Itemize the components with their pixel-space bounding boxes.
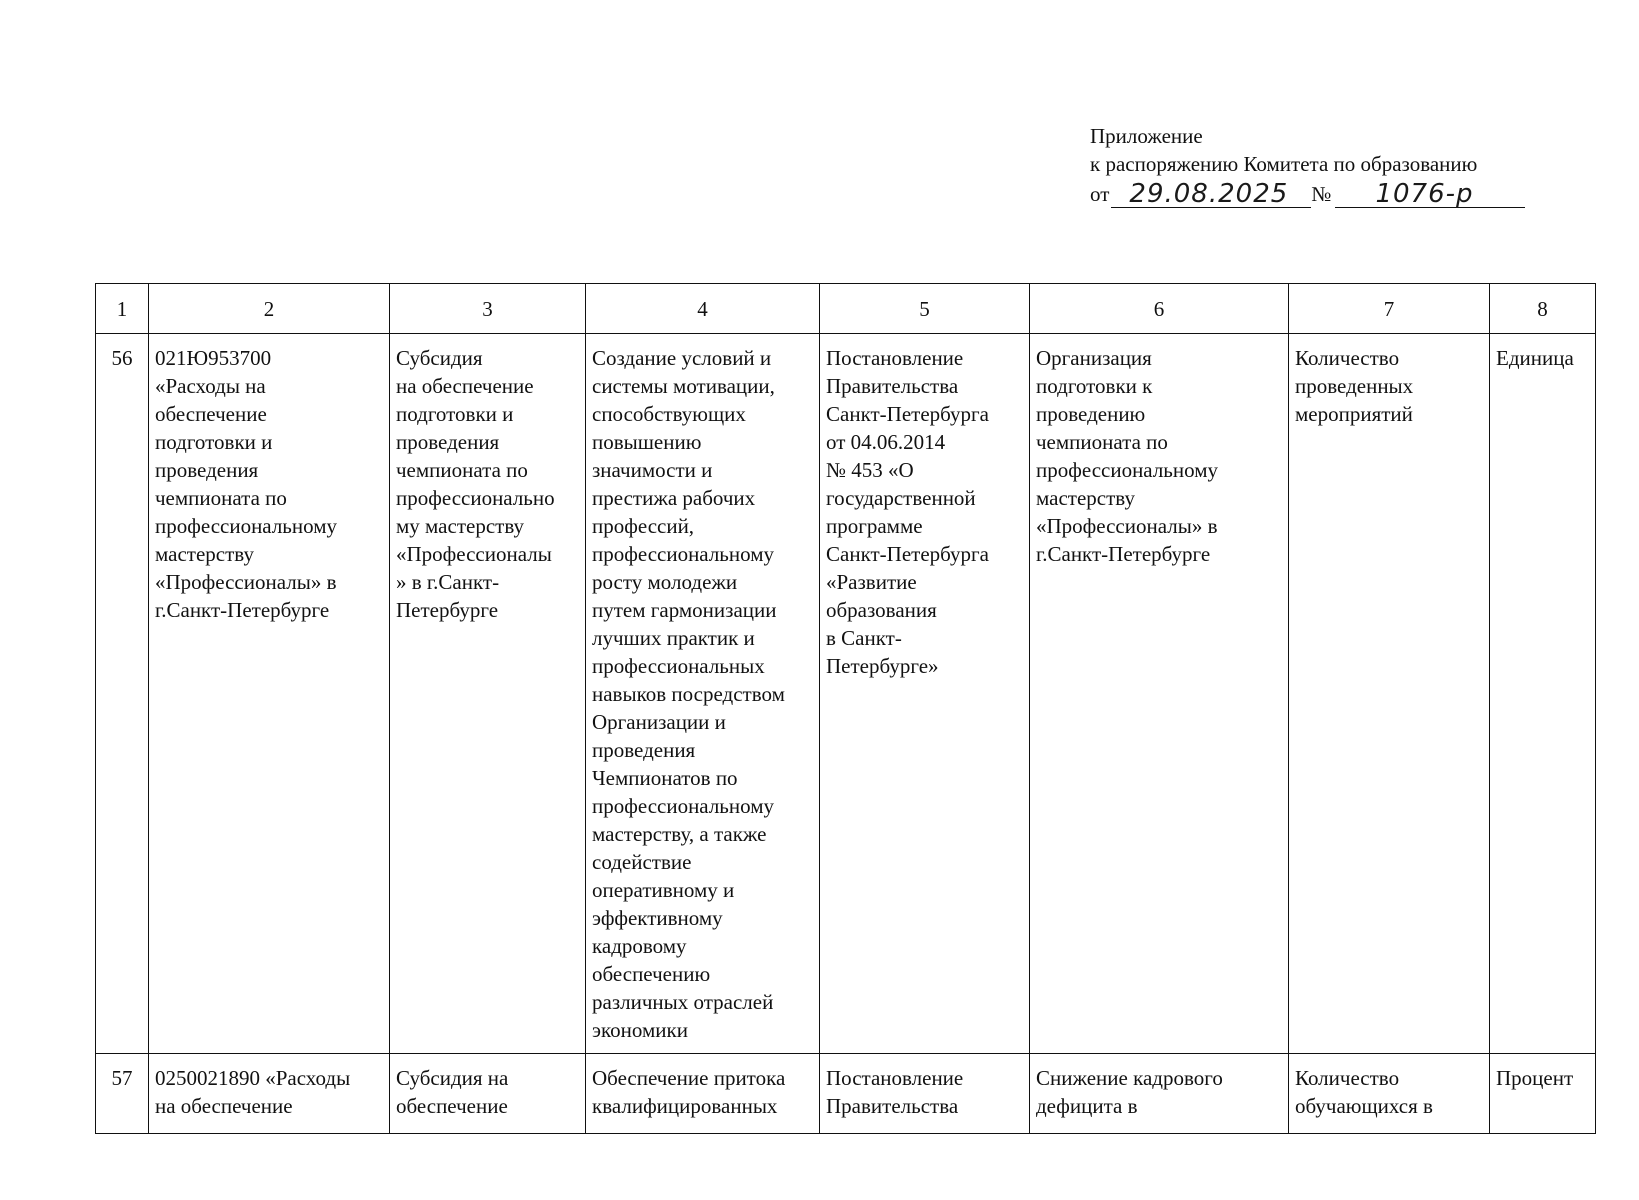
appendix-header [1090, 122, 1550, 208]
subsidy-name-cell: Субсидия на обеспечение [390, 1054, 586, 1134]
column-header: 3 [390, 284, 586, 334]
column-header: 6 [1030, 284, 1289, 334]
expense-code-cell: 021Ю953700 «Расходы на обеспечение подготовки и проведения чемпионата по профессиональному мастерству «Профессионалы» в г.Санкт-Петербурге [149, 334, 390, 1054]
indicator-cell: Количество проведенных мероприятий [1289, 334, 1490, 1054]
column-header: 7 [1289, 284, 1490, 334]
column-header: 5 [820, 284, 1030, 334]
date-prefix: от [1090, 182, 1110, 206]
column-header: 1 [96, 284, 149, 334]
goal-cell: Создание условий и системы мотивации, способствующих повышению значимости и престижа рабочих профессий, профессиональному росту молодежи путем гармонизации лучших практик и профессиональных навыков посредством Организации и проведения Чемпионатов по профессиональному мастерству, а также содействие оперативному и эффективному кадровому обеспечению различных отраслей экономики [586, 334, 820, 1054]
expense-code-cell: 0250021890 «Расходы на обеспечение [149, 1054, 390, 1134]
column-header: 2 [149, 284, 390, 334]
column-header: 8 [1490, 284, 1596, 334]
handwritten-order-number: 1076-р [1335, 182, 1525, 208]
result-cell: Организация подготовки к проведению чемпионата по профессиональному мастерству «Профессионалы» в г.Санкт-Петербурге [1030, 334, 1289, 1054]
number-prefix: № [1311, 182, 1332, 206]
row-number: 56 [96, 334, 149, 1054]
subsidy-name-cell: Субсидия на обеспечение подготовки и проведения чемпионата по профессионально му мастерству «Профессионалы » в г.Санкт- Петербурге [390, 334, 586, 1054]
appendix-subtitle: к распоряжению Комитета по образованию [1090, 152, 1478, 176]
table-row [96, 1054, 1596, 1134]
legal-basis-cell: Постановление Правительства [820, 1054, 1030, 1134]
legal-basis-cell: Постановление Правительства Санкт-Петербурга от 04.06.2014 № 453 «О государственной программе Санкт-Петербурга «Развитие образования в Санкт- Петербурге» [820, 334, 1030, 1054]
subsidy-table [95, 283, 1596, 1134]
goal-cell: Обеспечение притока квалифицированных [586, 1054, 820, 1134]
handwritten-date: 29.08.2025 [1111, 182, 1311, 208]
appendix-title: Приложение [1090, 124, 1203, 148]
order-reference-line [1090, 178, 1550, 208]
indicator-cell: Количество обучающихся в [1289, 1054, 1490, 1134]
column-number-row [96, 284, 1596, 334]
table-row [96, 334, 1596, 1054]
result-cell: Снижение кадрового дефицита в [1030, 1054, 1289, 1134]
unit-cell: Процент [1490, 1054, 1596, 1134]
row-number: 57 [96, 1054, 149, 1134]
unit-cell: Единица [1490, 334, 1596, 1054]
column-header: 4 [586, 284, 820, 334]
